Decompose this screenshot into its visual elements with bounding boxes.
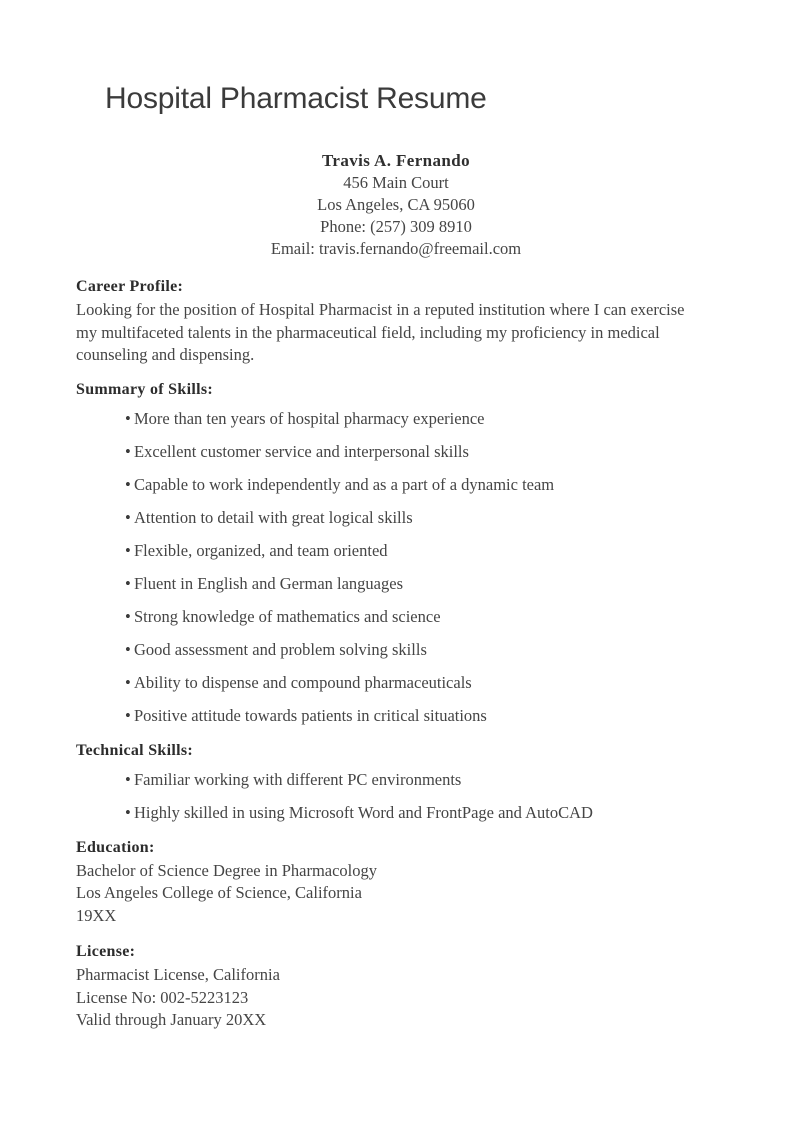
bullet-icon: • bbox=[125, 606, 131, 626]
text-line: Pharmacist License, California bbox=[76, 965, 280, 984]
list-item-label: Fluent in English and German languages bbox=[134, 573, 403, 593]
bullet-icon: • bbox=[125, 573, 131, 593]
list-item bbox=[125, 770, 696, 790]
bullet-icon: • bbox=[125, 474, 131, 494]
text-line: 19XX bbox=[76, 905, 117, 925]
technical-skills-list bbox=[76, 770, 696, 823]
career-profile-text: Looking for the position of Hospital Pharmacist in a reputed institution where I can exercise my multifaceted talents in the pharmaceutical field, including my proficiency in medical counseling and dispensing. bbox=[76, 300, 685, 364]
bullet-icon: • bbox=[125, 408, 131, 428]
technical-skills-heading: Technical Skills: bbox=[76, 741, 193, 759]
list-item bbox=[125, 673, 696, 693]
list-item-label: Capable to work independently and as a part of a dynamic team bbox=[134, 474, 555, 494]
summary-of-skills-list bbox=[76, 409, 696, 726]
list-item-label: Highly skilled in using Microsoft Word and FrontPage and AutoCAD bbox=[134, 802, 593, 822]
list-item bbox=[125, 541, 696, 561]
resume-content bbox=[76, 150, 696, 1032]
list-item-label: Attention to detail with great logical skills bbox=[134, 507, 413, 527]
list-item bbox=[125, 508, 696, 528]
contact-email: Email: travis.fernando@freemail.com bbox=[270, 239, 522, 258]
bullet-icon: • bbox=[125, 769, 131, 789]
bullet-icon: • bbox=[125, 441, 131, 461]
contact-block bbox=[96, 150, 696, 260]
license-heading: License: bbox=[76, 943, 136, 960]
candidate-name: Travis A. Fernando bbox=[321, 151, 471, 170]
contact-address: 456 Main Court bbox=[343, 173, 449, 192]
bullet-icon: • bbox=[125, 802, 131, 822]
contact-phone: Phone: (257) 309 8910 bbox=[320, 217, 472, 236]
list-item bbox=[125, 706, 696, 726]
list-item-label: More than ten years of hospital pharmacy experience bbox=[134, 408, 485, 428]
list-item bbox=[125, 574, 696, 594]
list-item-label: Strong knowledge of mathematics and science bbox=[134, 606, 441, 626]
text-line: Bachelor of Science Degree in Pharmacology bbox=[76, 860, 378, 880]
list-item bbox=[125, 607, 696, 627]
summary-of-skills-heading: Summary of Skills: bbox=[76, 380, 213, 398]
list-item bbox=[125, 442, 696, 462]
list-item bbox=[125, 640, 696, 660]
bullet-icon: • bbox=[125, 507, 131, 527]
career-profile-heading: Career Profile: bbox=[76, 278, 184, 295]
list-item-label: Familiar working with different PC environments bbox=[134, 769, 462, 789]
list-item-label: Positive attitude towards patients in critical situations bbox=[134, 705, 487, 725]
list-item bbox=[125, 803, 696, 823]
list-item bbox=[125, 409, 696, 429]
list-item-label: Excellent customer service and interpersonal skills bbox=[134, 441, 469, 461]
text-line: License No: 002-5223123 bbox=[76, 987, 249, 1007]
list-item bbox=[125, 475, 696, 495]
bullet-icon: • bbox=[125, 672, 131, 692]
text-line: Los Angeles College of Science, California bbox=[76, 883, 362, 902]
list-item-label: Good assessment and problem solving skills bbox=[134, 639, 427, 659]
education-lines bbox=[76, 860, 696, 928]
text-line: Valid through January 20XX bbox=[76, 1010, 267, 1029]
bullet-icon: • bbox=[125, 639, 131, 659]
contact-city-state-zip: Los Angeles, CA 95060 bbox=[317, 195, 475, 214]
license-lines bbox=[76, 964, 696, 1032]
bullet-icon: • bbox=[125, 540, 131, 560]
bullet-icon: • bbox=[125, 705, 131, 725]
list-item-label: Ability to dispense and compound pharmaceuticals bbox=[134, 672, 472, 692]
list-item-label: Flexible, organized, and team oriented bbox=[134, 540, 388, 560]
education-heading: Education: bbox=[76, 838, 155, 856]
page-title: Hospital Pharmacist Resume bbox=[105, 82, 487, 115]
